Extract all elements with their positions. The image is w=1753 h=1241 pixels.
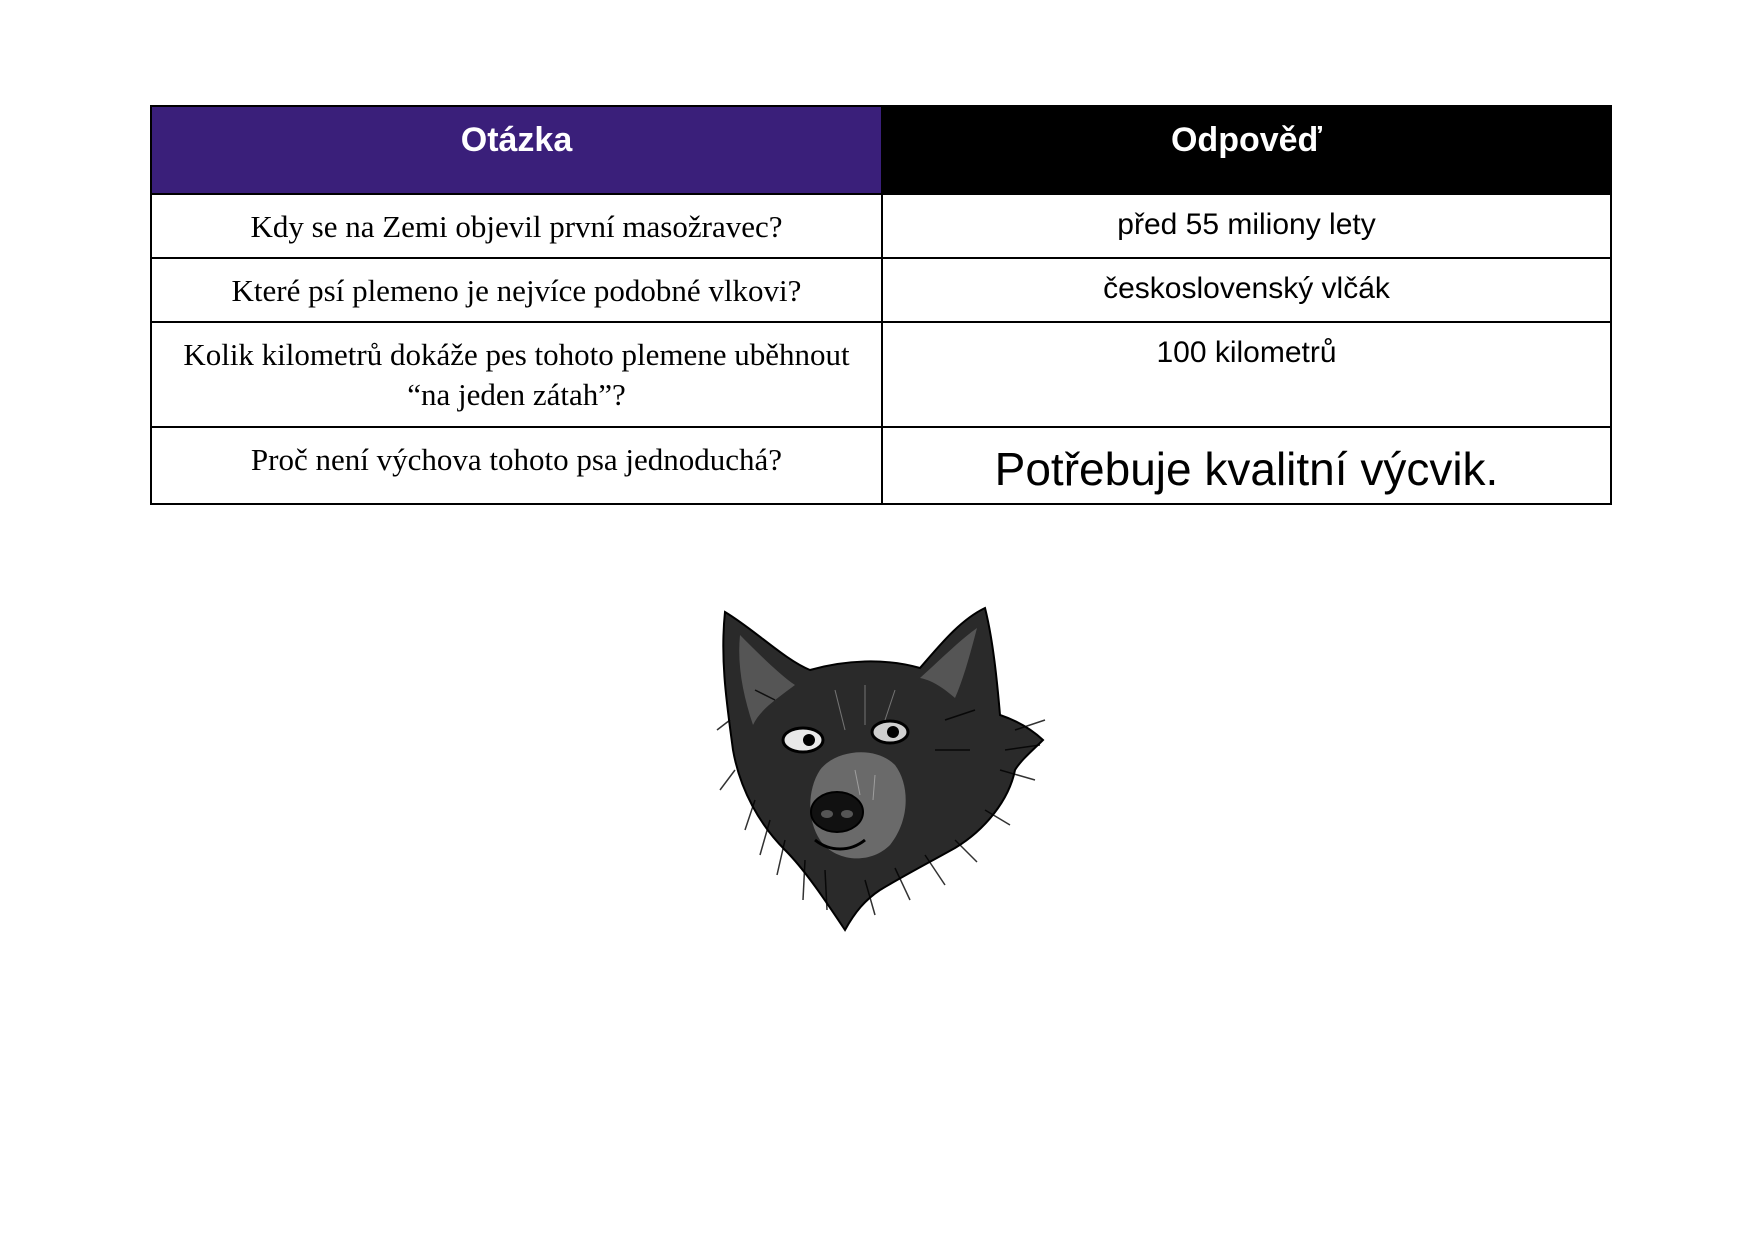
question-cell: Kolik kilometrů dokáže pes tohoto plemene uběhnout “na jeden zátah”? [151, 322, 882, 427]
question-cell: Kdy se na Zemi objevil první masožravec? [151, 194, 882, 258]
table-row [151, 258, 1611, 322]
table-row [151, 194, 1611, 258]
wolf-head-icon [715, 600, 1055, 950]
table-header-row [151, 106, 1611, 194]
table-row [151, 427, 1611, 504]
qa-table [150, 105, 1612, 505]
answer-header: Odpověď [882, 106, 1611, 194]
answer-cell: před 55 miliony lety [882, 194, 1611, 258]
table-row [151, 322, 1611, 427]
answer-cell: Potřebuje kvalitní výcvik. [882, 427, 1611, 504]
answer-cell: 100 kilometrů [882, 322, 1611, 427]
question-cell: Proč není výchova tohoto psa jednoduchá? [151, 427, 882, 504]
question-header: Otázka [151, 106, 882, 194]
question-cell: Které psí plemeno je nejvíce podobné vlkovi? [151, 258, 882, 322]
answer-cell: československý vlčák [882, 258, 1611, 322]
